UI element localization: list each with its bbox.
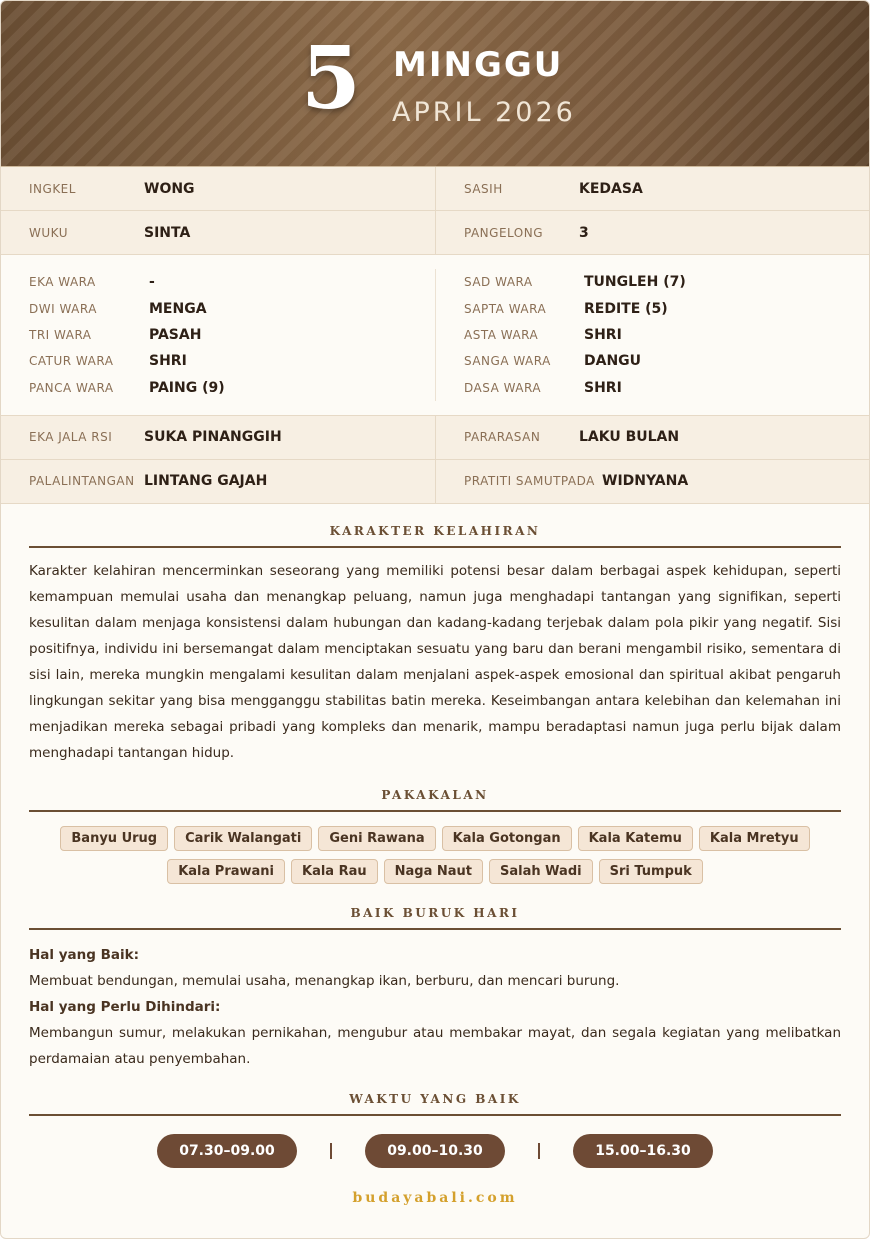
divider [330, 1143, 332, 1159]
wara-label: PANCA WARA [29, 380, 114, 395]
pakakalan-section [29, 788, 841, 892]
info-row [1, 167, 869, 211]
info-row [1, 211, 869, 255]
pakakalan-tag: Kala Mretyu [699, 826, 810, 851]
good-text: Membuat bendungan, memulai usaha, menangkap ikan, berburu, dan mencari burung. [29, 972, 620, 989]
info-label: SASIH [464, 181, 503, 196]
time-slot-pill: 09.00–10.30 [365, 1134, 505, 1168]
section-title: PAKAKALAN [29, 788, 841, 812]
divider [538, 1143, 540, 1159]
info-cell-pararasan [435, 416, 869, 459]
wara-row [464, 375, 869, 401]
pakakalan-tag: Kala Katemu [578, 826, 693, 851]
info-label: PARARASAN [464, 430, 541, 445]
wara-label: CATUR WARA [29, 354, 114, 369]
section-title: BAIK BURUK HARI [29, 906, 841, 930]
wara-row [464, 269, 869, 295]
wara-label: SANGA WARA [464, 354, 551, 369]
wara-label: SAPTA WARA [464, 301, 547, 316]
info-cell-pratiti-samutpada [435, 460, 869, 503]
wara-table [1, 255, 869, 416]
wara-row [29, 348, 435, 374]
wara-value: PAING (9) [149, 379, 225, 396]
wara-column-right [435, 269, 869, 401]
wara-value: MENGA [149, 300, 207, 317]
info-label: EKA JALA RSI [29, 430, 113, 445]
wara-label: TRI WARA [29, 327, 92, 342]
pakakalan-tag: Carik Walangati [174, 826, 312, 851]
time-slots [29, 1134, 841, 1168]
info-label: INGKEL [29, 181, 76, 196]
wara-row [29, 375, 435, 401]
info-value: WIDNYANA [602, 473, 689, 490]
section-title: KARAKTER KELAHIRAN [29, 524, 841, 548]
wara-label: SAD WARA [464, 275, 533, 290]
wara-label: EKA WARA [29, 275, 96, 290]
info-value: KEDASA [579, 180, 643, 197]
info-cell-palalintangan [1, 460, 435, 503]
info-label: PALALINTANGAN [29, 474, 135, 489]
baik-buruk-content [29, 942, 841, 1072]
date-header [1, 1, 869, 167]
pakakalan-tag: Salah Wadi [489, 859, 593, 884]
wara-value: SHRI [584, 326, 622, 343]
pakakalan-tags [29, 826, 841, 892]
pakakalan-tag: Kala Prawani [167, 859, 285, 884]
wara-label: DASA WARA [464, 380, 542, 395]
info-cell-eka-jala-rsi [1, 416, 435, 459]
wara-row [29, 322, 435, 348]
time-slot-pill: 15.00–16.30 [573, 1134, 713, 1168]
good-label: Hal yang Baik: [29, 946, 140, 963]
wara-value: TUNGLEH (7) [584, 274, 686, 291]
info-label: PRATITI SAMUTPADA [464, 474, 595, 489]
info-value: SUKA PINANGGIH [144, 429, 282, 446]
info-row [1, 460, 869, 504]
wara-label: DWI WARA [29, 301, 97, 316]
avoid-label: Hal yang Perlu Dihindari: [29, 998, 221, 1015]
wara-row [464, 348, 869, 374]
pakakalan-tag: Kala Rau [291, 859, 378, 884]
karakter-text: Karakter kelahiran mencerminkan seseorang yang memiliki potensi besar dalam berbagai aspek kehidupan, seperti kemampuan memulai usaha dan menangkap peluang, namun juga menghadapi tantangan yang signifikan, seperti kesulitan dalam menjaga konsistensi dalam hubungan dan kadang-kadang terjebak dalam pola pikir yang negatif. Sisi positifnya, individu ini bersemangat dalam menciptakan sesuatu yang baru dan berani mengambil risiko, sementara di sisi lain, mereka mungkin mengalami kesulitan dalam menjalani aspek-aspek emosional dan spiritual akibat pengaruh lingkungan sekitar yang bisa mengganggu stabilitas batin mereka. Keseimbangan antara kelebihan dan kelemahan ini menjadikan mereka sebagai pribadi yang kompleks dan menarik, mampu beradaptasi namun juga perlu bijak dalam menghadapi tantangan hidup. [29, 562, 841, 761]
info-value: WONG [144, 180, 195, 197]
info-value: 3 [579, 224, 589, 241]
wara-value: DANGU [584, 353, 642, 370]
time-slot-pill: 07.30–09.00 [157, 1134, 297, 1168]
info-cell-wuku [1, 211, 435, 254]
section-title: WAKTU YANG BAIK [29, 1092, 841, 1116]
info-label: PANGELONG [464, 225, 544, 240]
info-cell-pangelong [435, 211, 869, 254]
wara-row [29, 295, 435, 321]
wara-row [29, 269, 435, 295]
pakakalan-tag: Geni Rawana [318, 826, 435, 851]
info-value: SINTA [144, 224, 191, 241]
pakakalan-tag: Banyu Urug [60, 826, 168, 851]
info-row [1, 416, 869, 460]
info-value: LAKU BULAN [579, 429, 680, 446]
wara-row [464, 295, 869, 321]
wara-label: ASTA WARA [464, 327, 539, 342]
avoid-text: Membangun sumur, melakukan pernikahan, mengubur atau membakar mayat, dan segala kegiatan yang melibatkan perdamaian atau penyembahan. [29, 1024, 841, 1067]
info-label: WUKU [29, 225, 68, 240]
pakakalan-tag: Naga Naut [384, 859, 483, 884]
pakakalan-tag: Kala Gotongan [442, 826, 572, 851]
wara-column-left [1, 269, 435, 401]
wara-value: - [149, 274, 155, 291]
wara-value: SHRI [149, 353, 187, 370]
karakter-section [29, 524, 841, 766]
info-cell-sasih [435, 167, 869, 210]
pakakalan-tag: Sri Tumpuk [599, 859, 703, 884]
wara-row [464, 322, 869, 348]
day-number: 5 [301, 28, 361, 129]
site-footer[interactable]: budayabali.com [352, 1189, 518, 1206]
day-name: MINGGU [393, 45, 564, 85]
info-cell-ingkel [1, 167, 435, 210]
wara-value: REDITE (5) [584, 300, 668, 317]
info-value: LINTANG GAJAH [144, 473, 268, 490]
waktu-section [29, 1092, 841, 1168]
month-year: APRIL 2026 [392, 97, 576, 128]
wara-value: PASAH [149, 326, 202, 343]
wara-value: SHRI [584, 379, 622, 396]
baik-buruk-section [29, 906, 841, 1072]
